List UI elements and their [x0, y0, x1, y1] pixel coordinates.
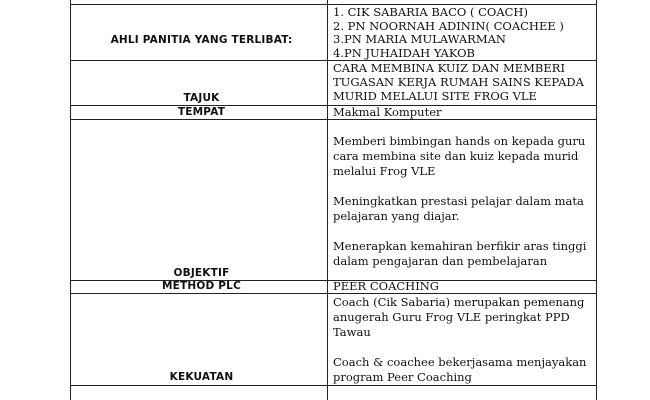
tajuk-line: MURID MELALUI SITE FROG VLE: [333, 89, 537, 103]
value-ahli-panitia: [333, 5, 593, 59]
member-line: 3.PN MARIA MULAWARMAN: [333, 32, 506, 46]
objektif-line: dalam pengajaran dan pembelajaran: [333, 254, 548, 268]
label-objektif: OBJEKTIF: [173, 267, 230, 279]
value-kekuatan: [333, 295, 593, 385]
objektif-line: pelajaran yang diajar.: [333, 209, 460, 223]
value-tajuk: [333, 61, 593, 103]
value-tempat: Makmal Komputer: [333, 105, 442, 119]
objektif-line: cara membina site dan kuiz kepada murid: [333, 149, 579, 163]
row-divider-kekuatan: [70, 385, 597, 386]
objektif-line: melalui Frog VLE: [333, 164, 436, 178]
member-line: 4.PN JUHAIDAH YAKOB: [333, 45, 475, 60]
kekuatan-line: anugerah Guru Frog VLE peringkat PPD: [333, 310, 570, 324]
tajuk-line: TUGASAN KERJA RUMAH SAINS KEPADA: [333, 75, 584, 89]
value-method-plc: PEER COACHING: [333, 279, 439, 293]
tajuk-line: CARA MEMBINA KUIZ DAN MEMBERI: [333, 61, 565, 75]
kekuatan-line: Tawau: [333, 325, 371, 339]
kekuatan-line: Coach & coachee bekerjasama menjayakan: [333, 355, 587, 369]
kekuatan-line: program Peer Coaching: [333, 370, 472, 384]
row-divider-tempat: [70, 119, 597, 120]
label-tajuk: TAJUK: [183, 92, 220, 104]
label-kekuatan: KEKUATAN: [169, 371, 234, 383]
label-tempat: TEMPAT: [177, 106, 226, 118]
member-line: 1. CIK SABARIA BACO ( COACH): [333, 5, 528, 19]
objektif-line: Meningkatkan prestasi pelajar dalam mata: [333, 194, 584, 208]
label-ahli-panitia: AHLI PANITIA YANG TERLIBAT:: [110, 34, 293, 46]
member-line: 2. PN NOORNAH ADININ( COACHEE ): [333, 18, 564, 33]
label-method-plc: METHOD PLC: [162, 280, 241, 292]
value-objektif: [333, 134, 593, 269]
objektif-line: Menerapkan kemahiran berfikir aras tinggi: [333, 239, 587, 253]
row-divider-method: [70, 293, 597, 294]
objektif-line: Memberi bimbingan hands on kepada guru: [333, 134, 586, 148]
kekuatan-line: Coach (Cik Sabaria) merupakan pemenang: [333, 295, 585, 309]
